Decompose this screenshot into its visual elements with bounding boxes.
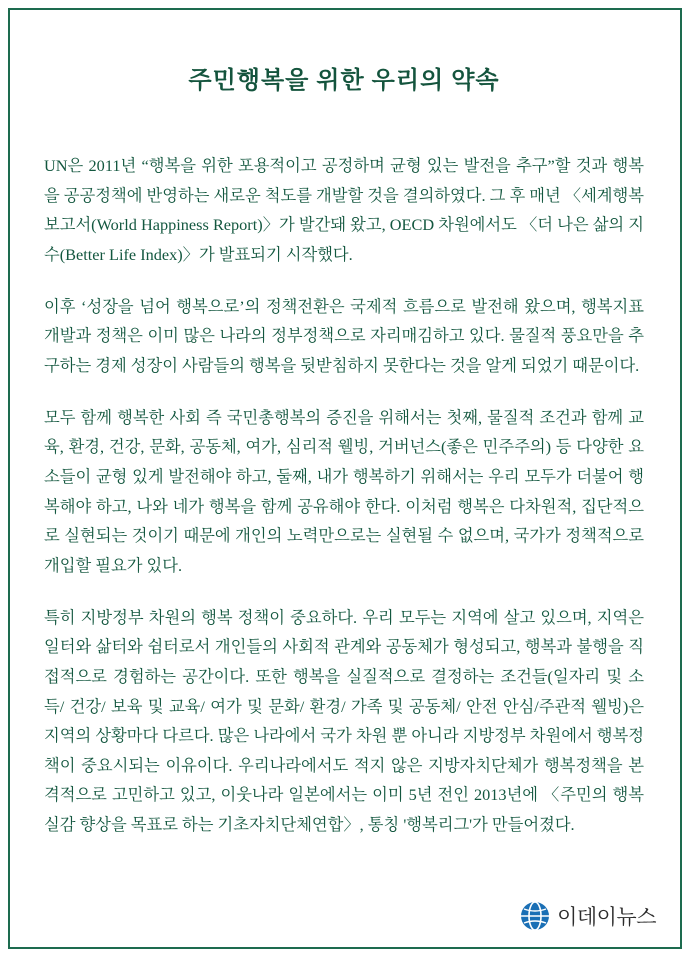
paragraph: UN은 2011년 “행복을 위한 포용적이고 공정하며 균형 있는 발전을 추구”할 것과 행복을 공공정책에 반영하는 새로운 척도를 개발할 것을 결의하였다. 그 후 매년 〈세계행복보고서(World Happiness Report)〉가 발간돼 왔고, OECD 차원에서도 〈더 나은 삶의 지수(Better Life Index)〉가 발표되기 시작했다.: [44, 156, 644, 264]
document-content: [44, 46, 644, 840]
site-logo: [520, 901, 656, 931]
page-title: 주민행복을 위한 우리의 약속: [188, 68, 500, 94]
paragraph: 특히 지방정부 차원의 행복 정책이 중요하다. 우리 모두는 지역에 살고 있으며, 지역은 일터와 삶터와 쉼터로서 개인들의 사회적 관계와 공동체가 형성되고, 행복과 불행을 직접적으로 경험하는 공간이다. 또한 행복을 실질적으로 결정하는 조건들(일자리 및 소득/ 건강/ 보육 및 교육/ 여가 및 문화/ 환경/ 가족 및 공동체/ 안전 안심/주관적 웰빙)은 지역의 상황마다 다르다. 많은 나라에서 국가 차원 뿐 아니라 지방정부 차원에서 행복정책이 중요시되는 이유이다. 우리나라에서도 적지 않은 지방자치단체가 행복정책을 본격적으로 고민하고 있고, 이웃나라 일본에서는 이미 5년 전인 2013년에 〈주민의 행복실감 향상을 목표로 하는 기초자치단체연합〉, 통칭 '행복리그'가 만들어졌다.: [44, 607, 644, 835]
paragraph: 이후 ‘성장을 넘어 행복으로’의 정책전환은 국제적 흐름으로 발전해 왔으며, 행복지표 개발과 정책은 이미 많은 나라의 정부정책으로 자리매김하고 있다. 물질적 풍요만을 추구하는 경제 성장이 사람들의 행복을 뒷받침하지 못한다는 것을 알게 되었기 때문이다.: [44, 296, 644, 375]
paragraph: 모두 함께 행복한 사회 즉 국민총행복의 증진을 위해서는 첫째, 물질적 조건과 함께 교육, 환경, 건강, 문화, 공동체, 여가, 심리적 웰빙, 거버넌스(좋은 민주주의) 등 다양한 요소들이 균형 있게 발전해야 하고, 둘째, 내가 행복하기 위해서는 우리 모두가 더불어 행복해야 하고, 나와 네가 행복을 함께 공유해야 한다. 이처럼 행복은 다차원적, 집단적으로 실현되는 것이기 때문에 개인의 노력만으로는 실현될 수 없으며, 국가가 정책적으로 개입할 필요가 있다.: [44, 407, 644, 575]
document-body: [44, 151, 644, 840]
globe-icon: [520, 901, 550, 931]
site-logo-label: 이데이뉴스: [557, 906, 656, 929]
